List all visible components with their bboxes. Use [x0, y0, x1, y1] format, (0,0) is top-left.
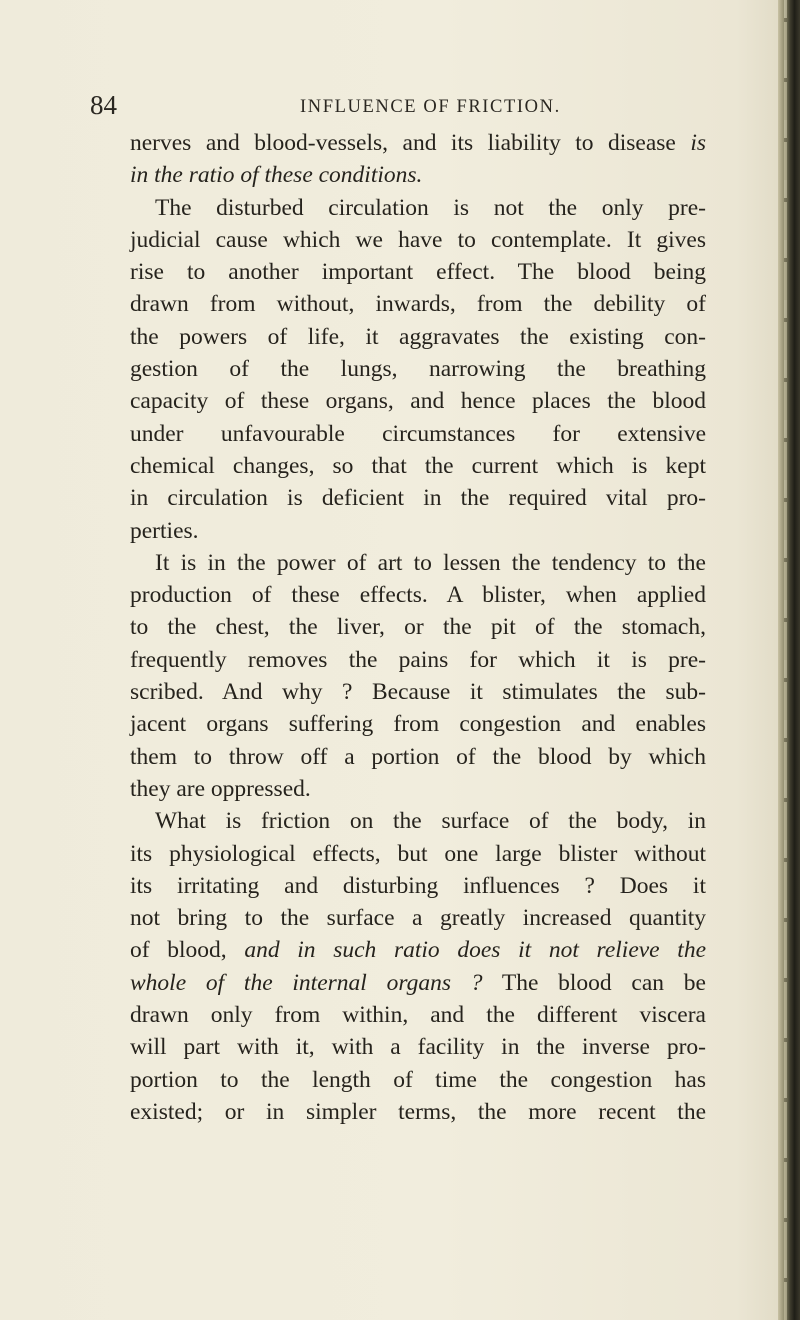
text-line: [130, 385, 706, 417]
text-line: [130, 1064, 706, 1096]
text-line: [130, 547, 706, 579]
page-binding-edge: [778, 0, 800, 1320]
text-line: [130, 838, 706, 870]
text-segment: frequently removes the pains for which it is pre-: [130, 646, 706, 673]
text-segment: portion to the length of time the congestion has: [130, 1066, 706, 1093]
text-line: [130, 1096, 706, 1128]
text-line: [130, 999, 706, 1031]
text-line: [130, 741, 706, 773]
running-head: INFLUENCE OF FRICTION.: [300, 97, 561, 117]
text-line: [130, 611, 706, 643]
text-segment: its irritating and disturbing influences ? Does it: [130, 872, 706, 899]
text-segment: its physiological effects, but one large blister without: [130, 840, 706, 867]
text-segment: production of these effects. A blister, when applied: [130, 582, 706, 609]
text-line: [130, 450, 706, 482]
text-segment: The blood can be: [482, 969, 706, 996]
text-line: [130, 644, 706, 676]
text-line: [130, 482, 706, 514]
text-line: [130, 159, 706, 191]
text-segment: to the chest, the liver, or the pit of the stomach,: [130, 614, 706, 641]
text-segment: What is friction on the surface of the body, in: [155, 808, 706, 835]
page-header: [90, 88, 710, 124]
text-line: [130, 353, 706, 385]
italic-text: and in such ratio does it not relieve the: [244, 937, 707, 964]
text-segment: in circulation is deficient in the required vital pro-: [130, 485, 706, 512]
text-segment: capacity of these organs, and hence places the blood: [130, 388, 706, 415]
body-text: [130, 127, 706, 1128]
text-segment: of blood,: [130, 937, 245, 964]
text-segment: not bring to the surface a greatly increased quantity: [130, 905, 706, 932]
text-line: [130, 1031, 706, 1063]
text-segment: drawn only from within, and the different viscera: [130, 1002, 706, 1029]
text-line: [130, 934, 706, 966]
text-segment: jacent organs suffering from congestion and enables: [130, 711, 706, 738]
text-segment: The disturbed circulation is not the only pre-: [155, 194, 706, 221]
text-line: [130, 708, 706, 740]
text-segment: chemical changes, so that the current which is kept: [130, 452, 706, 479]
text-line: [130, 256, 706, 288]
text-segment: It is in the power of art to lessen the tendency to the: [155, 549, 706, 576]
text-segment: they are oppressed.: [130, 775, 311, 802]
page-number: 84: [90, 90, 117, 120]
text-line: [130, 870, 706, 902]
text-segment: drawn from without, inwards, from the debility of: [130, 291, 706, 318]
text-segment: will part with it, with a facility in the inverse pro-: [130, 1034, 706, 1061]
text-segment: judicial cause which we have to contemplate. It gives: [130, 226, 706, 253]
text-line: [130, 224, 706, 256]
text-segment: them to throw off a portion of the blood by which: [130, 743, 706, 770]
text-line: [130, 902, 706, 934]
text-line: [130, 579, 706, 611]
text-line: [130, 773, 706, 805]
text-line: [130, 676, 706, 708]
text-line: [130, 321, 706, 353]
text-line: [130, 288, 706, 320]
text-segment: nerves and blood-vessels, and its liability to disease: [130, 130, 691, 156]
text-segment: existed; or in simpler terms, the more recent the: [130, 1098, 706, 1125]
text-segment: the powers of life, it aggravates the existing con-: [130, 323, 706, 350]
text-segment: gestion of the lungs, narrowing the breathing: [130, 356, 706, 383]
text-line: [130, 805, 706, 837]
text-line: [130, 192, 706, 224]
text-segment: scribed. And why ? Because it stimulates the sub-: [130, 679, 706, 706]
text-line: [130, 418, 706, 450]
text-line: [130, 127, 706, 159]
text-line: [130, 515, 706, 547]
text-segment: under unfavourable circumstances for extensive: [130, 420, 706, 447]
text-segment: rise to another important effect. The blood being: [130, 259, 706, 286]
italic-text: whole of the internal organs ?: [130, 969, 483, 996]
italic-text: in the ratio of these conditions.: [130, 162, 423, 189]
italic-text: is: [690, 130, 706, 156]
text-segment: perties.: [130, 517, 199, 544]
text-line: [130, 967, 706, 999]
